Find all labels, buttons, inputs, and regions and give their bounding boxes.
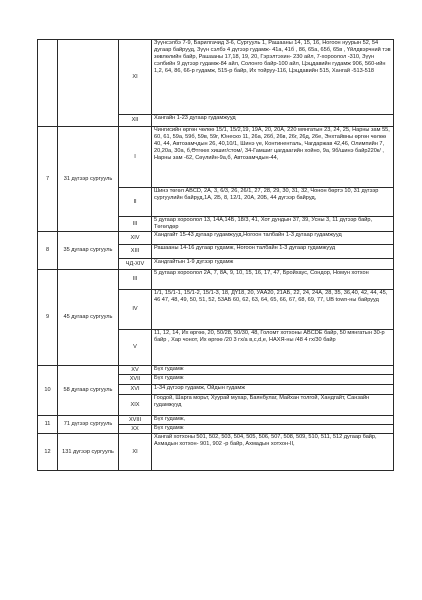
address-list: Бүх гудамж — [152, 425, 394, 434]
address-list: Зүүнсэлбэ 7-9, Барилгачид 3-6, Сургууль 1, Рашааны 14, 15, 16, Ногоон нуурын 52, 54 дугаар байрууд, Зүүн сэлбэ 4 дүгээр гудамж- 41а, 41б , 86, 65а, 65б, 65в , Үйлдвэрчний тэв зөвлөлийн байр, Рашааны 17,18, 19, 20, Гэрэлтэхин- 230 айл, 7-хороолол -310, Зүүн сэлбийн 9 дүгээр гудамж-84 айл, Солонго байр-100 айл, Цэцдавийн гудамж 906, 560-ийн 1,2, 64, 86, 66-р гудамж, 515-р байр, Их тойруу-116, Цэцдавийн 515, Хангай -513-518 — [152, 40, 394, 115]
district-number: V — [119, 330, 152, 366]
district-number: I — [119, 127, 152, 188]
district-number: XV — [119, 366, 152, 375]
district-number: ЧД-XIV — [119, 259, 152, 270]
table-row — [38, 232, 394, 245]
school-name: 58 дугаар сургууль — [58, 366, 119, 416]
district-number: III — [119, 270, 152, 290]
district-number: XVIII — [119, 416, 152, 425]
address-list: 1/1, 15/1-1, 15/1-2, 15/1-3, 18, ДҮ18, 20, УАА20, 21АБ, 22, 24, 24А, 28, 35, 36,40, 42, 44, 45, 46 47, 48, 49, 50, 51, 52, 53АБ 60, 62, 63, 64, 65, 66, 67, 68, 69, 77, UB town-ны байрууд — [152, 290, 394, 330]
row-number: 8 — [38, 232, 58, 270]
school-districts-table — [37, 39, 394, 471]
school-name: 71 дүгээр сургууль — [58, 416, 119, 434]
address-list: Хандгайт 15-43 дугаар гудамжууд,Ногоон талбайн 1-3 дугаар гудамжууд — [152, 232, 394, 245]
district-number: XII — [119, 115, 152, 127]
row-number — [38, 40, 58, 127]
table-row — [38, 127, 394, 188]
school-name: 45 дугаар сургууль — [58, 270, 119, 366]
school-name: 131 дүгээр сургууль — [58, 434, 119, 471]
address-list: 1-34 дүгээр гудамж, Ойдын гудамж — [152, 385, 394, 395]
district-number: XVII — [119, 375, 152, 385]
district-number: XIX — [119, 395, 152, 416]
district-number: XX — [119, 425, 152, 434]
address-list: 5 дугаар хороолол 2А, 7, 8А, 9, 10, 15, 16, 17, 47, Бройхаус, Сондор, Номун хотхон — [152, 270, 394, 290]
district-number: XIV — [119, 232, 152, 245]
address-list: Рашааны 14-16 дугаар гудамж, Ногоон талбайн 1-3 дугаар гудамжууд — [152, 245, 394, 259]
address-list: Гоодой, Шарга морьт, Хуурай мухар, Баянбулаг, Майхан толгой, Хандгайт, Санзайн гудамжууд — [152, 395, 394, 416]
address-list: Шинэ төгөл ABCD, 2А, 3, 6/3, 26, 26/1, 27, 28, 29, 30, 31, 32, Чонон бөртэ 10, 31 дүгээр сургуулийн байруд,1А, 2Б, 8, 12/1, 20А, 20Б, 44 дүгээр байруд, — [152, 188, 394, 217]
address-list: 11, 12, 14, Их өргөө, 20, 50/28, 50/30, 48, Голомт хотхоны ABCDE байр, 50 мянгатын 30-р байр , Хар чонот, Их өргөө /20 3 гх/а в,с,d,е, НАХЯ-ны /48 4 гх/30 байр — [152, 330, 394, 366]
address-list: Чингисийн өргөн чөлөө 15/1, 15/2,19, 19А, 20, 20А, 220 мянгатын 23, 24, 25, Нарны зам 55, 60, 61, 59а, 59б, 59в, 59г, Юнеско 11, 26а, 26б, 26в, 26г, 26д, 26е, Энхтайвны өргөн чөлөө 40, 44, Автозамчдын 26, 40,10/1, Шинэ үе, Континенталь, Чагдаржав 42,46, Олимпийн 7, 20,20а, 30а, б,Өтгөөх хишиг/стом/, 34-Гамшиг цагдаагийн хойно, 9а, 9б/шинэ байр220к/ , Нарны зам -62, Сөүлийн-9а,б, Автозамчдын-44, — [152, 127, 394, 188]
row-number: 10 — [38, 366, 58, 416]
address-list: Хандгайтын 1-9 дүгээр гудамж — [152, 259, 394, 270]
row-number: 9 — [38, 270, 58, 366]
school-name: 35 дугаар сургууль — [58, 232, 119, 270]
school-name — [58, 40, 119, 127]
district-number: XVI — [119, 385, 152, 395]
address-list: Хангайн 1-23 дугаар гудамжууд — [152, 115, 394, 127]
address-list: 5 дугаар хороолол 13, 14А,14Б, 18/3, 41, Хот дундын 37, 39, Усны 3, 11 дүгээр байр, Төгөлдөр — [152, 217, 394, 232]
school-name: 31 дүгээр сургууль — [58, 127, 119, 232]
table-row — [38, 270, 394, 290]
row-number: 11 — [38, 416, 58, 434]
table-body — [38, 40, 394, 471]
table-row — [38, 416, 394, 425]
address-list: Бүх гудамж — [152, 366, 394, 375]
table-row — [38, 434, 394, 471]
district-number: II — [119, 188, 152, 217]
district-number: IV — [119, 290, 152, 330]
district-number: III — [119, 217, 152, 232]
district-number: XI — [119, 40, 152, 115]
district-number: XI — [119, 434, 152, 471]
table-row — [38, 40, 394, 115]
district-number: XIII — [119, 245, 152, 259]
address-list: Бүх гудамж — [152, 375, 394, 385]
row-number: 7 — [38, 127, 58, 232]
address-list: Бүх гудамж, — [152, 416, 394, 425]
table-row — [38, 366, 394, 375]
row-number: 12 — [38, 434, 58, 471]
address-list: Хангай хотхоны 501, 502, 503, 504, 505, 506, 507, 508, 509, 510, 511, 512 дугаар байр, Ахмадын хотхон- 901, 902 -р байр, Ахмадын хотхон-II, — [152, 434, 394, 471]
